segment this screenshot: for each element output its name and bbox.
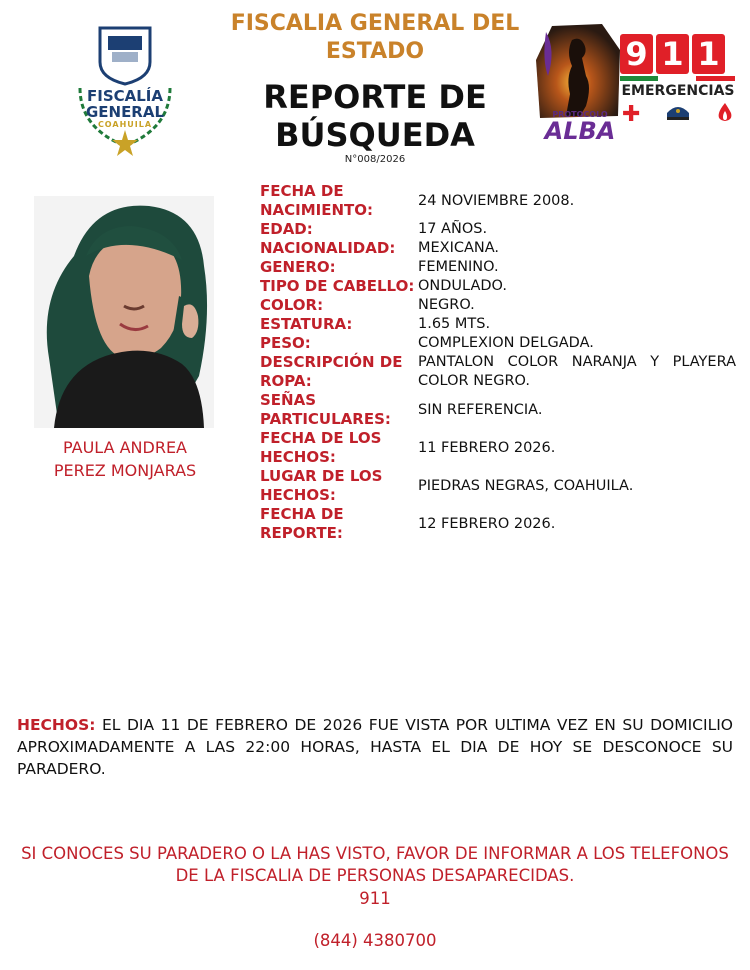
emergency-label: EMERGENCIAS xyxy=(621,83,735,99)
facts-label: HECHOS: xyxy=(17,716,96,734)
detail-label: PESO: xyxy=(260,334,311,352)
detail-value: FEMENINO. xyxy=(418,259,499,275)
report-title-line-2: BÚSQUEDA xyxy=(275,116,475,154)
missing-person-name xyxy=(20,436,230,482)
detail-row xyxy=(260,277,740,296)
detail-row xyxy=(260,429,740,467)
detail-value: 17 AÑOS. xyxy=(418,221,488,237)
seal-line-2: GENERAL xyxy=(85,103,165,121)
detail-value: COMPLEXION DELGADA. xyxy=(418,335,594,351)
report-title xyxy=(200,78,550,154)
detail-row xyxy=(260,391,740,429)
detail-label: EDAD: xyxy=(260,220,313,238)
fire-icon xyxy=(716,102,734,128)
detail-row xyxy=(260,239,740,258)
appeal-emergency-number: 911 xyxy=(359,889,391,908)
detail-value: SIN REFERENCIA. xyxy=(418,401,543,418)
detail-label: DESCRIPCIÓN DE ROPA: xyxy=(260,353,403,390)
emergency-digit: 9 xyxy=(620,34,653,74)
contact-phone: (844) 4380700 xyxy=(313,931,437,950)
detail-row xyxy=(260,296,740,315)
detail-row xyxy=(260,315,740,334)
person-photo-icon xyxy=(34,196,214,428)
detail-value: ONDULADO. xyxy=(418,278,507,294)
report-number: N°008/2026 xyxy=(344,154,406,165)
detail-label: GENERO: xyxy=(260,258,336,276)
agency-title-line-2: ESTADO xyxy=(325,39,425,64)
person-name-line-2: PEREZ MONJARAS xyxy=(53,461,197,480)
police-cap-icon xyxy=(665,103,691,127)
detail-label: TIPO DE CABELLO: xyxy=(260,277,415,295)
detail-value: PIEDRAS NEGRAS, COAHUILA. xyxy=(418,477,634,494)
seal-text xyxy=(70,88,180,130)
detail-row xyxy=(260,182,740,220)
detail-value: MEXICANA. xyxy=(418,240,500,256)
detail-row xyxy=(260,220,740,239)
medical-cross-icon: ✚ xyxy=(622,102,641,127)
detail-value: 24 NOVIEMBRE 2008. xyxy=(418,192,575,209)
flag-stripe xyxy=(620,76,735,81)
detail-row xyxy=(260,505,740,543)
missing-person-photo xyxy=(34,196,214,428)
detail-label: FECHA DE NACIMIENTO: xyxy=(260,182,374,219)
detail-label: SEÑAS PARTICULARES: xyxy=(260,391,391,428)
emergency-digit: 1 xyxy=(692,34,725,74)
detail-value: PANTALON COLOR NARANJA Y PLAYERA COLOR NEGRO. xyxy=(418,354,736,389)
detail-label: LUGAR DE LOS HECHOS: xyxy=(260,467,383,504)
seal-sub: COAHUILA xyxy=(97,120,153,129)
detail-label: ESTATURA: xyxy=(260,315,353,333)
detail-value: 1.65 MTS. xyxy=(418,316,491,332)
emergency-digit: 1 xyxy=(656,34,689,74)
detail-label: FECHA DE LOS HECHOS: xyxy=(260,429,382,466)
detail-label: FECHA DE REPORTE: xyxy=(260,505,344,542)
detail-value: 11 FEBRERO 2026. xyxy=(418,439,556,456)
detail-value: 12 FEBRERO 2026. xyxy=(418,515,556,532)
facts-paragraph xyxy=(17,714,733,780)
report-title-line-1: REPORTE DE xyxy=(263,78,487,116)
emergency-icons xyxy=(622,102,734,128)
detail-label: NACIONALIDAD: xyxy=(260,239,396,257)
alba-name: ALBA xyxy=(544,117,616,145)
detail-row xyxy=(260,258,740,277)
detail-row xyxy=(260,467,740,505)
detail-value: NEGRO. xyxy=(418,297,475,313)
detail-row xyxy=(260,353,740,391)
facts-text: EL DIA 11 DE FEBRERO DE 2026 FUE VISTA POR ULTIMA VEZ EN SU DOMICILIO APROXIMADAMENTE A LAS 22:00 HORAS, HASTA EL DIA DE HOY SE DESCONOCE SU PARADERO. xyxy=(17,716,733,778)
person-details xyxy=(260,182,740,543)
fiscalia-seal-logo xyxy=(70,18,180,158)
seal-line-1: FISCALÍA xyxy=(87,87,163,105)
detail-label: COLOR: xyxy=(260,296,324,314)
agency-title-line-1: FISCALIA GENERAL DEL xyxy=(230,11,520,36)
person-name-line-1: PAULA ANDREA xyxy=(63,438,187,457)
agency-title xyxy=(200,10,550,66)
appeal-text: SI CONOCES SU PARADERO O LA HAS VISTO, FAVOR DE INFORMAR A LOS TELEFONOS DE LA FISCALIA DE PERSONAS DESAPARECIDAS. xyxy=(21,844,729,885)
alba-subtitle: PROTOCOLO xyxy=(552,110,608,119)
emergency-911-logo xyxy=(620,34,725,74)
detail-row xyxy=(260,334,740,353)
